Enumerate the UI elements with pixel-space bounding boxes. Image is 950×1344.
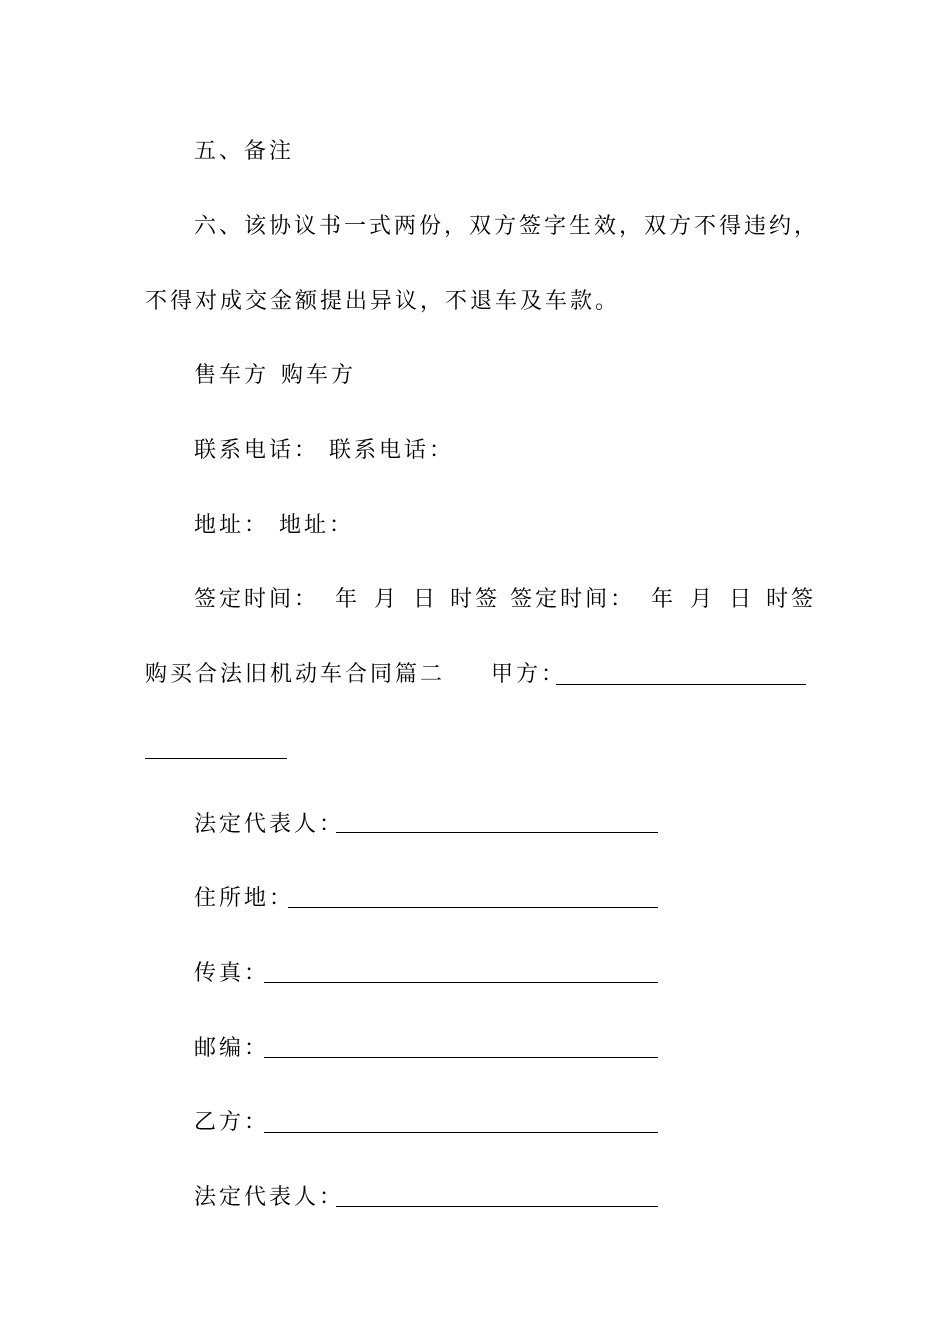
seller-month: 月 (374, 587, 400, 612)
phone-row (194, 438, 454, 464)
residence-blank (288, 907, 658, 908)
buyer-day: 日 (729, 587, 755, 612)
item-6-line-1: 六、该协议书一式两份，双方签字生效，双方不得违约， (194, 214, 820, 239)
seller-label: 售车方 (194, 363, 270, 388)
item-5-remarks: 五、备注 (194, 139, 295, 164)
seller-sign-time-label: 签定时间： (194, 587, 320, 612)
party-a-blank-line-2 (145, 758, 287, 759)
sign-time-row (194, 587, 816, 613)
section-2-title-row (145, 662, 566, 688)
seller-phone-label: 联系电话： (194, 438, 320, 463)
legal-rep-b-label: 法定代表人： (194, 1185, 345, 1210)
seller-day: 日 (413, 587, 439, 612)
buyer-sign-time-label: 签定时间： (510, 587, 636, 612)
buyer-address-label: 地址： (279, 513, 355, 538)
item-6-line-2: 不得对成交金额提出异议，不退车及车款。 (145, 289, 621, 314)
seller-year: 年 (335, 587, 361, 612)
buyer-hour-sign: 时签 (766, 587, 817, 612)
postcode-blank (264, 1057, 658, 1058)
postcode-label: 邮编： (194, 1036, 270, 1061)
buyer-month: 月 (690, 587, 716, 612)
seller-address-label: 地址： (194, 513, 270, 538)
fax-label: 传真： (194, 961, 270, 986)
party-a-blank-line-1 (556, 684, 806, 685)
seller-hour-sign: 时签 (450, 587, 501, 612)
legal-rep-a-blank (336, 832, 658, 833)
legal-rep-b-blank (336, 1206, 658, 1207)
party-a-label: 甲方： (491, 662, 567, 687)
party-b-blank (264, 1132, 658, 1133)
parties-row (194, 363, 356, 389)
party-b-label: 乙方： (194, 1110, 270, 1135)
buyer-phone-label: 联系电话： (329, 438, 455, 463)
fax-blank (264, 982, 658, 983)
address-row (194, 513, 354, 539)
section-2-title: 购买合法旧机动车合同篇二 (145, 662, 446, 687)
buyer-year: 年 (651, 587, 677, 612)
buyer-label: 购车方 (281, 363, 357, 388)
legal-rep-a-label: 法定代表人： (194, 812, 345, 837)
residence-label: 住所地： (194, 886, 295, 911)
